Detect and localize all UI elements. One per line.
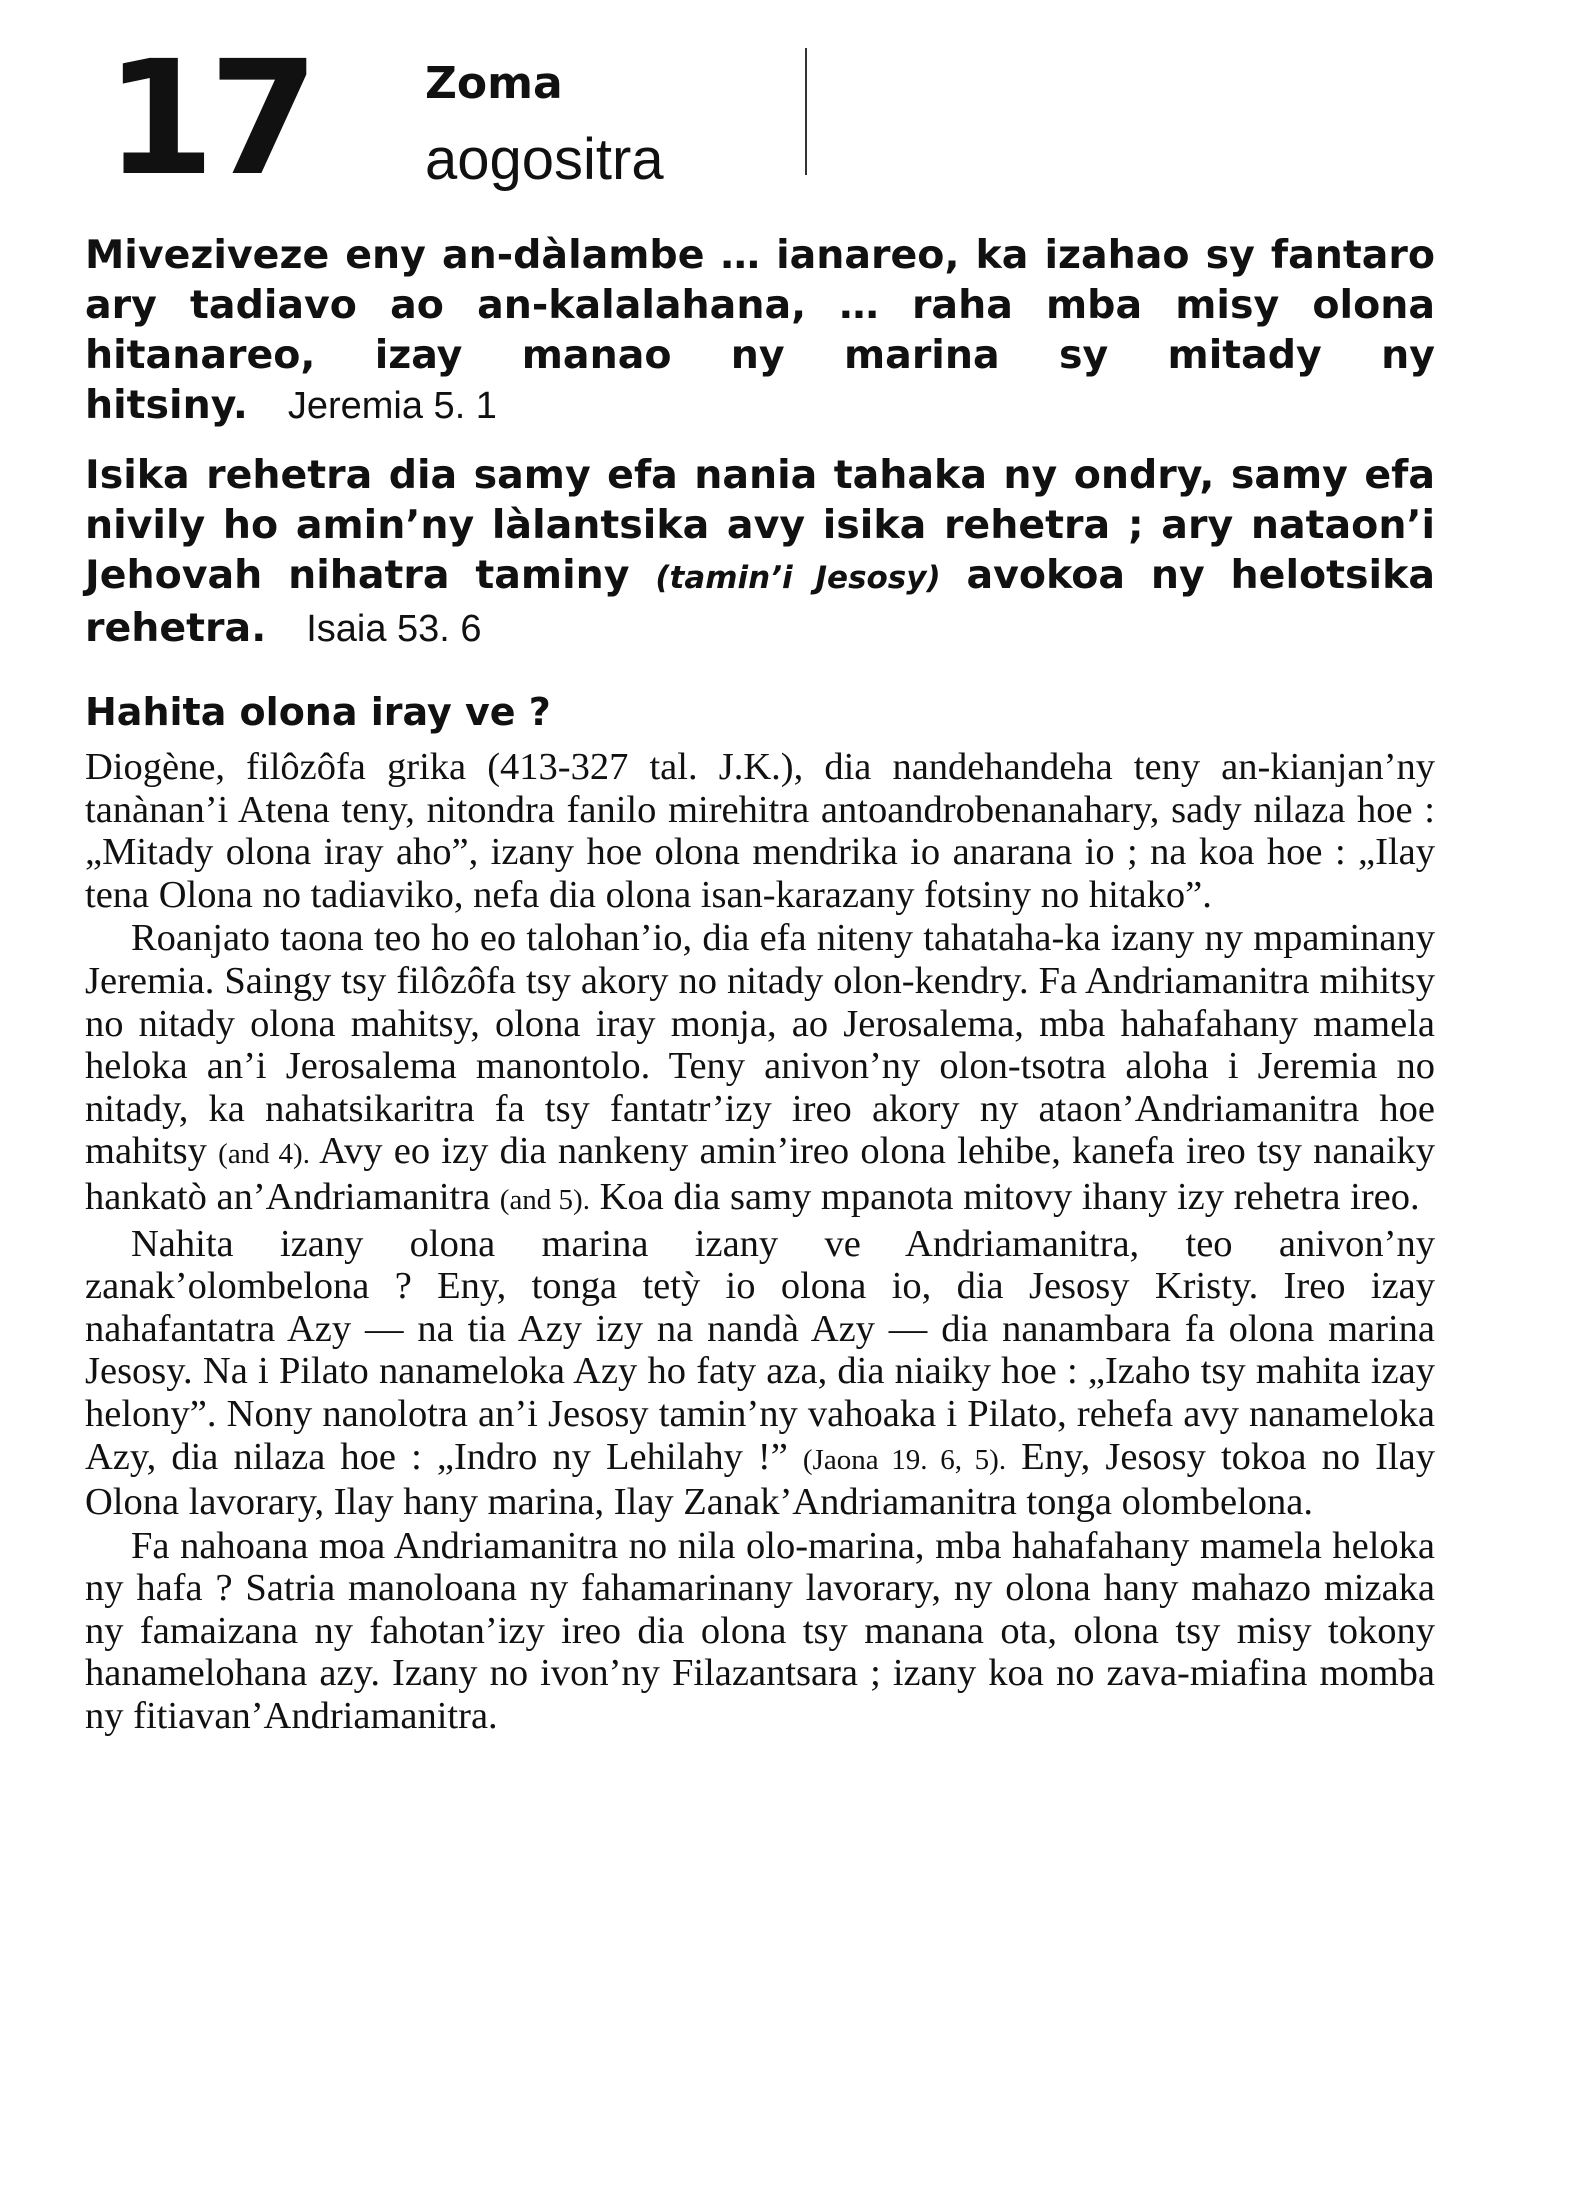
paragraph-text: Koa dia samy mpanota mitovy ihany izy rehetra ireo. bbox=[599, 1175, 1420, 1218]
body-paragraph bbox=[85, 1223, 1435, 1524]
header-divider bbox=[805, 48, 807, 175]
scripture-ref: (Jaona 19. 6, 5). bbox=[802, 1443, 1007, 1476]
body-paragraph: Diogène, filôzôfa grika (413-327 tal. J.K.), dia nandehandeha teny an-kianjan’ny tanànan’i Atena teny, nitondra fanilo mirehitra antoandrobenanahary, sady nilaza hoe : „Mitady olona iray aho”, izany hoe olona mendrika io anarana io ; na koa hoe : „Ilay tena Olona no tadiaviko, nefa dia olona isan-karazany fotsiny no hitako”. bbox=[85, 746, 1435, 916]
paragraph-text: Nahita izany olona marina izany ve Andriamanitra, teo anivon’ny zanak’olombelona ? Eny, tonga tetỳ io olona io, dia Jesosy Kristy. Ireo izay nahafantatra Azy — na tia Azy izy na nandà Azy — dia nanambara fa olona marina Jesosy. Na i Pilato nanameloka Azy ho faty aza, dia niaiky hoe : „Izaho tsy mahita izay helony”. Nony nanolotra an’i Jesosy tamin’ny vahoaka i Pilato, rehefa avy nanameloka Azy, dia nilaza hoe : „Indro ny Lehilahy !” bbox=[85, 1222, 1435, 1478]
section-title: Hahita olona iray ve ? bbox=[85, 690, 551, 734]
verse-reference: Isaia 53. 6 bbox=[306, 608, 482, 650]
date-weekday: Zoma bbox=[425, 58, 563, 109]
bible-verse-1 bbox=[85, 230, 1435, 431]
verse-text: Isika rehetra dia samy efa nania tahaka ny ondry, samy efa nivily ho amin’ny làlantsika avy isika rehetra ; ary nataon’i Jehovah nihatra taminy bbox=[85, 452, 1435, 598]
bible-verse-2 bbox=[85, 450, 1435, 654]
date-month: aogositra bbox=[425, 127, 664, 192]
scripture-ref: (and 5). bbox=[499, 1183, 590, 1216]
meditation-body bbox=[85, 746, 1435, 1739]
scripture-ref: (and 4). bbox=[218, 1138, 310, 1171]
verse-text-continued: avokoa ny helotsika rehetra. bbox=[85, 552, 1435, 651]
verse-reference: Jeremia 5. 1 bbox=[287, 385, 497, 427]
verse-insert: (tamin’i Jesosy) bbox=[655, 560, 941, 596]
body-paragraph: Fa nahoana moa Andriamanitra no nila olo-marina, mba hahafahany mamela heloka ny hafa ? Satria manoloana ny fahamarinany lavorary, ny olona hany mahazo mizaka ny famaizana ny fahotan’izy ireo dia olona tsy manana ota, olona tsy misy tokony hanamelohana azy. Izany no ivon’ny Filazantsara ; izany koa no zava-miafina momba ny fitiavan’Andriamanitra. bbox=[85, 1524, 1435, 1738]
paragraph-text: Eny, Jesosy tokoa no Ilay Olona lavorary, Ilay hany marina, Ilay Zanak’Andriamanitra tonga olombelona. bbox=[85, 1435, 1436, 1524]
paragraph-text: Roanjato taona teo ho eo talohan’io, dia efa niteny tahataha-ka izany ny mpaminany Jeremia. Saingy tsy filôzôfa tsy akory no nitady olon-kendry. Fa Andriamanitra mihitsy no nitady olona mahitsy, olona iray monja, ao Jerosalema, mba hahafahany mamela heloka an’i Jerosalema manontolo. Teny anivon’ny olon-tsotra aloha i Jeremia no nitady, ka nahatsikaritra fa tsy fantatr’izy ireo akory ny ataon’Andriamanitra hoe mahitsy bbox=[85, 917, 1435, 1173]
date-day-number: 17 bbox=[105, 27, 313, 211]
body-paragraph bbox=[85, 917, 1435, 1221]
paragraph-text: Avy eo izy dia nankeny amin’ireo olona lehibe, kanefa ireo tsy nanaiky hankatò an’Andriamanitra bbox=[85, 1130, 1435, 1218]
verse-text: Miveziveze eny an-dàlambe … ianareo, ka izahao sy fantaro ary tadiavo ao an-kalalahana, … raha mba misy olona hitanareo, izay manao ny marina sy mitady ny hitsiny. bbox=[85, 232, 1435, 428]
